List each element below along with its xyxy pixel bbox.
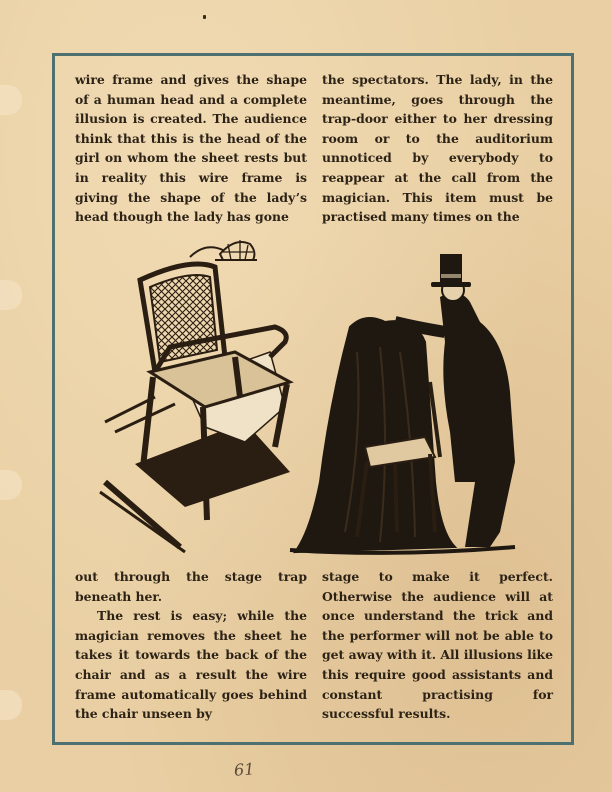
paragraph: out through the stage trap beneath her. [75,569,307,604]
illustration-chair-illusion [95,232,535,557]
paragraph: The rest is easy; while the magician removes the sheet he takes it towards the back of the chair and as a result the wire frame automatically goes behind the chair unseen by [75,608,307,722]
magician-and-sheet [290,254,515,553]
paragraph: stage to make it perfect. Otherwise the audience will at once understand the trick and the performer will not be able to get away with it. All illusions like this require good assistants and constant practising for successful results. [322,569,553,722]
paragraph: the spectators. The lady, in the meantime, goes through the trap-door either to her dressing room or to the auditorium unnoticed by everybody to reappear at the call from the magician. This item must be practised many times on the [322,72,553,225]
ink-speck [203,15,206,19]
chair-with-trapdoor [100,240,290,552]
text-column-bottom-right [322,567,553,724]
page-number: 61 [233,759,255,780]
paragraph: wire frame and gives the shape of a human head and a complete illusion is created. The audience think that this is the head of the girl on whom the sheet rests but in reality this wire frame is giving the shape of the lady’s head though the lady has gone [75,72,307,225]
text-column-top-right [322,70,553,227]
text-column-bottom-left [75,567,307,724]
text-column-top-left [75,70,307,227]
